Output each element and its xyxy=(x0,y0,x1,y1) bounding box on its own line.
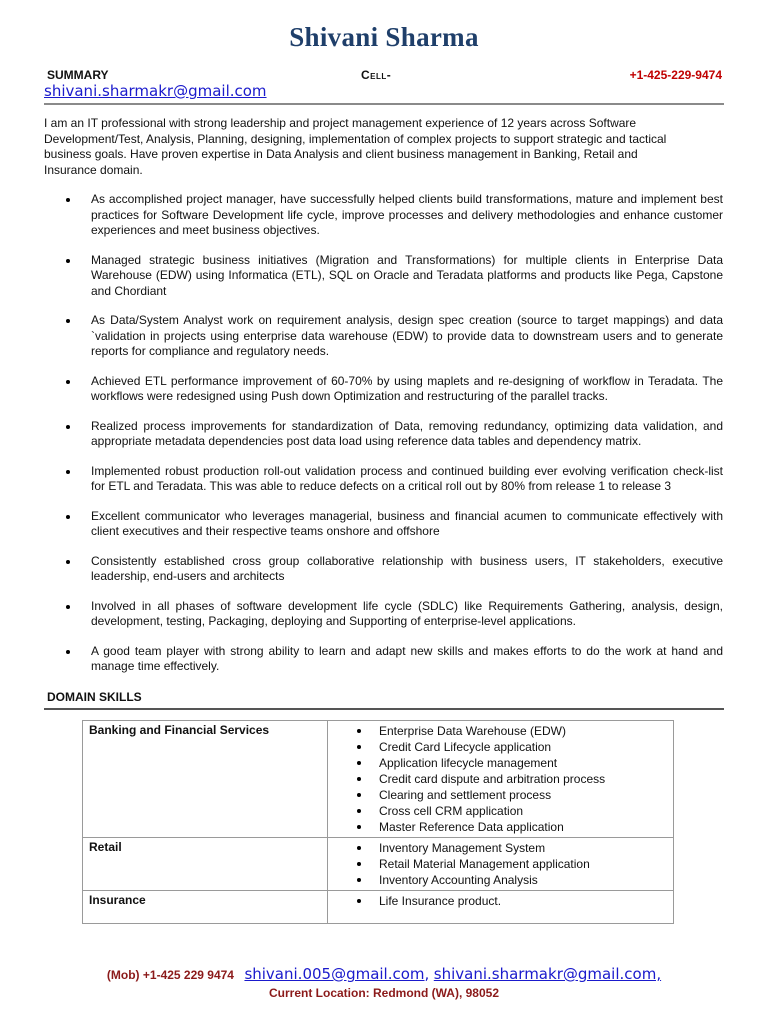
bullet-text: Realized process improvements for standardization of Data, removing redundancy, optimizing data validation, and appropriate metadata dependencies post data load using reference data tables and dependency matrix. xyxy=(91,418,723,448)
resume-name: Shivani Sharma xyxy=(289,22,479,52)
skills-item xyxy=(334,819,667,835)
footer-mobile: (Mob) +1-425 229 9474 xyxy=(106,968,234,982)
skills-item xyxy=(334,840,667,856)
bullet-dot-icon xyxy=(357,846,361,850)
footer-email-link-2[interactable]: shivani.sharmakr@gmail.com, xyxy=(433,965,662,983)
bullet-dot-icon xyxy=(66,259,70,263)
bullet-dot-icon xyxy=(357,761,361,765)
skills-item-text: Cross cell CRM application xyxy=(379,804,524,818)
bullet-dot-icon xyxy=(357,777,361,781)
bullet-text: Implemented robust production roll-out validation process and continued building ever evolving verification check-list for ETL and Teradata. This was able to reduce defects on a critical roll out by 80% from release 1 to release 3 xyxy=(91,463,723,493)
summary-bullet xyxy=(44,464,723,495)
skills-item xyxy=(334,856,667,872)
skills-item xyxy=(334,893,667,909)
skills-item-list xyxy=(334,893,667,909)
bullet-dot-icon xyxy=(357,729,361,733)
skills-item-text: Inventory Management System xyxy=(379,841,546,855)
bullet-dot-icon xyxy=(66,425,70,429)
footer-location: Current Location: Redmond (WA), 98052 xyxy=(268,986,500,1000)
bullet-dot-icon xyxy=(357,825,361,829)
bullet-dot-icon xyxy=(66,380,70,384)
bullet-dot-icon xyxy=(357,862,361,866)
skills-item xyxy=(334,872,667,888)
skills-item xyxy=(334,771,667,787)
skills-item-text: Credit card dispute and arbitration process xyxy=(379,772,606,786)
bullet-text: Excellent communicator who leverages managerial, business and financial acumen to communicate effectively with client executives and their respective teams onshore and offshore xyxy=(91,508,723,538)
bullet-dot-icon xyxy=(66,198,70,202)
skills-item xyxy=(334,803,667,819)
summary-bullet xyxy=(44,554,723,585)
bullet-dot-icon xyxy=(66,650,70,654)
skills-row-retail xyxy=(83,838,674,891)
summary-bullet xyxy=(44,253,723,300)
summary-bullet xyxy=(44,419,723,450)
domain-skills-table xyxy=(82,720,674,924)
skills-item xyxy=(334,787,667,803)
bullet-dot-icon xyxy=(66,470,70,474)
bullet-dot-icon xyxy=(357,745,361,749)
skills-item-text: Enterprise Data Warehouse (EDW) xyxy=(379,724,566,738)
skills-item-list xyxy=(334,723,667,835)
header-divider xyxy=(44,103,724,105)
bullet-dot-icon xyxy=(66,605,70,609)
bullet-dot-icon xyxy=(357,878,361,882)
footer-email-link-1[interactable]: shivani.005@gmail.com xyxy=(244,965,425,983)
bullet-text: As Data/System Analyst work on requirement analysis, design spec creation (source to target mappings) and data `validation in projects using enterprise data warehouse (EDW) to provide data to downstream users and to generate reports for compliance and regulatory needs. xyxy=(91,313,723,358)
skills-item-text: Master Reference Data application xyxy=(379,820,564,834)
footer-email-separator: , xyxy=(424,965,430,983)
cell-label: Cell- xyxy=(361,68,392,82)
bullet-dot-icon xyxy=(66,515,70,519)
skills-category: Insurance xyxy=(83,891,328,924)
summary-bullet xyxy=(44,599,723,630)
summary-bullet xyxy=(44,192,723,239)
summary-bullet xyxy=(44,374,723,405)
header-phone: +1-425-229-9474 xyxy=(629,68,722,82)
skills-item xyxy=(334,755,667,771)
bullet-text: Managed strategic business initiatives (Migration and Transformations) for multiple clients in Enterprise Data Warehouse (EDW) using Informatica (ETL), SQL on Oracle and Teradata platforms and products like Pega, Capstone and Chordiant xyxy=(91,252,723,298)
skills-items-cell xyxy=(328,721,674,838)
skills-item-text: Application lifecycle management xyxy=(379,756,558,770)
skills-item xyxy=(334,739,667,755)
skills-item-text: Life Insurance product. xyxy=(379,894,502,908)
bullet-text: A good team player with strong ability to learn and adapt new skills and makes efforts to do the work at hand and manage time effectively. xyxy=(91,643,723,673)
bullet-text: Consistently established cross group collaborative relationship with business users, IT stakeholders, executive leadership, end-users and architects xyxy=(91,553,723,583)
summary-bullet xyxy=(44,509,723,540)
header-email-link[interactable]: shivani.sharmakr@gmail.com xyxy=(44,82,267,100)
domain-skills-divider xyxy=(44,708,724,710)
skills-category: Retail xyxy=(83,838,328,891)
skills-row-insurance xyxy=(83,891,674,924)
skills-item xyxy=(334,723,667,739)
bullet-text: Achieved ETL performance improvement of 60-70% by using maplets and re-designing of workflow in Teradata. The workflows were redesigned using Push down Optimization and restructuring of the parallel tracks. xyxy=(91,373,723,403)
bullet-dot-icon xyxy=(66,560,70,564)
skills-item-text: Retail Material Management application xyxy=(379,857,590,871)
skills-item-list xyxy=(334,840,667,888)
domain-skills-heading: DOMAIN SKILLS xyxy=(47,690,142,704)
summary-heading: SUMMARY xyxy=(47,68,109,82)
skills-item-text: Inventory Accounting Analysis xyxy=(379,873,538,887)
footer-contact-line xyxy=(0,965,768,984)
bullet-dot-icon xyxy=(357,793,361,797)
bullet-dot-icon xyxy=(66,319,70,323)
skills-items-cell xyxy=(328,891,674,924)
skills-items-cell xyxy=(328,838,674,891)
skills-item-text: Credit Card Lifecycle application xyxy=(379,740,552,754)
bullet-text: As accomplished project manager, have successfully helped clients build transformations, mature and implement best practices for Software Development life cycle, improve processes and delivery methodologies and enhance customer experiences and meet business objectives. xyxy=(91,192,723,237)
bullet-dot-icon xyxy=(357,809,361,813)
bullet-text: Involved in all phases of software development life cycle (SDLC) like Requirements Gathering, analysis, design, development, testing, Packaging, deploying and Supporting of enterprise-level applications. xyxy=(91,598,723,628)
skills-category: Banking and Financial Services xyxy=(83,721,328,838)
skills-row-banking xyxy=(83,721,674,838)
summary-bullet xyxy=(44,313,723,360)
intro-paragraph: I am an IT professional with strong leadership and project management experience of 12 years across Software Development/Test, Analysis, Planning, designing, implementation of complex projects to support strategic and tactical business goals. Have proven expertise in Data Analysis and client business management in Banking, Retail and Insurance domain. xyxy=(44,116,667,177)
skills-item-text: Clearing and settlement process xyxy=(379,788,552,802)
summary-bullet-list xyxy=(44,192,723,689)
bullet-dot-icon xyxy=(357,899,361,903)
summary-bullet xyxy=(44,644,723,675)
